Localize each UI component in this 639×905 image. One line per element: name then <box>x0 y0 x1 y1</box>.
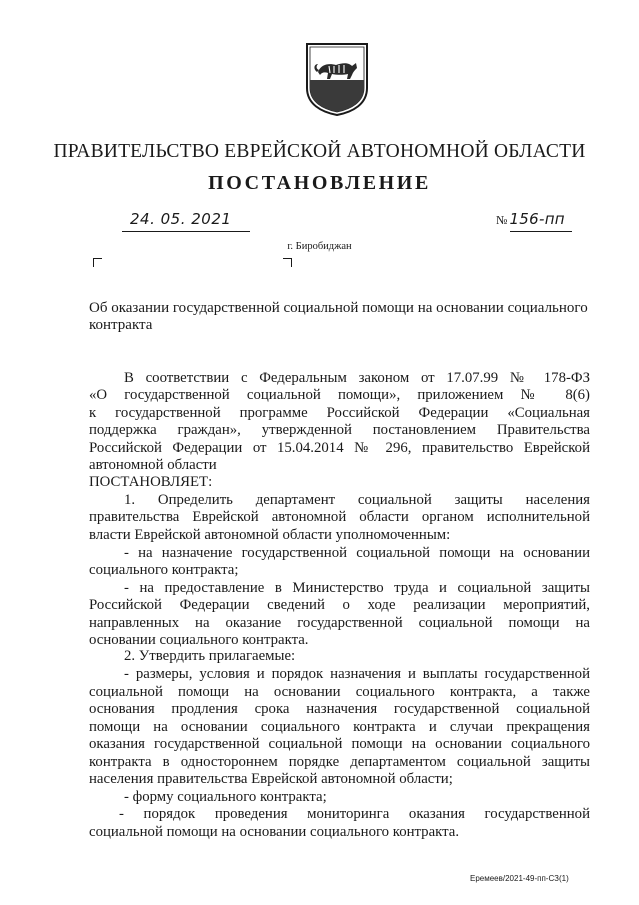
number-underline <box>510 231 572 232</box>
title-bracket-right <box>283 258 292 267</box>
title-bracket-left <box>93 258 102 267</box>
preamble-line: Российской Федерации от 15.04.2014 № 296, правительство Еврейской <box>89 440 590 456</box>
item2-sub3-line: - порядок проведения мониторинга оказания государственной <box>119 806 590 822</box>
preamble-line: к государственной программе Российской Федерации «Социальная <box>89 405 590 421</box>
item1-sub1-line: социального контракта; <box>89 562 239 578</box>
item1-line: правительства Еврейской автономной области органом исполнительной <box>89 509 590 525</box>
date-underline <box>122 231 250 232</box>
document-type: ПОСТАНОВЛЕНИЕ <box>208 172 431 194</box>
coat-of-arms-emblem <box>303 42 371 116</box>
item2-line: 2. Утвердить прилагаемые: <box>124 648 296 664</box>
handwritten-date: 24. 05. 2021 <box>130 210 232 228</box>
item1-sub1-line: - на назначение государственной социальной помощи на основании <box>124 545 590 561</box>
item1-sub2-line: Российской Федерации сведений о ходе реализации мероприятий, <box>89 597 590 613</box>
number-sign: № <box>496 213 508 227</box>
city-name: г. Биробиджан <box>287 241 352 252</box>
preamble-line: «О государственной социальной помощи», приложением № 8(6) <box>89 387 590 403</box>
document-heading <box>89 300 599 334</box>
preamble-line: автономной области <box>89 457 217 473</box>
item1-sub2-line: направленных на оказание государственной социальной помощи на <box>89 615 590 631</box>
item2-sub1-line: населения правительства Еврейской автономной области; <box>89 771 453 787</box>
item1-sub2-line: - на предоставление в Министерство труда и социальной защиты <box>124 580 590 596</box>
item2-sub3-line: социальной помощи на основании социального контракта. <box>89 824 460 840</box>
document-number <box>496 210 565 229</box>
handwritten-number: 156-пп <box>509 210 565 228</box>
item2-sub1-line: оказания государственной социальной помощи на основании социального <box>89 736 590 752</box>
item1-line: 1. Определить департамент социальной защиты населения <box>124 492 590 508</box>
item1-line: власти Еврейской автономной области уполномоченным: <box>89 527 451 543</box>
heading-line: Об оказании государственной социальной помощи на основании социального <box>89 300 588 316</box>
item2-sub1-line: - размеры, условия и порядок назначения и выплаты государственной <box>124 666 590 682</box>
item2-sub1-line: контракта в одностороннем порядке департаментом социальной защиты <box>89 754 590 770</box>
tiger-shield-icon <box>303 42 371 116</box>
item2-sub1-line: основания продления срока назначения государственной социальной <box>89 701 590 717</box>
item1-sub2-line: основании социального контракта. <box>89 632 309 648</box>
resolves-heading: ПОСТАНОВЛЯЕТ: <box>89 474 213 490</box>
item2-sub1-line: помощи на основании социального контракта и случаи прекращения <box>89 719 590 735</box>
preamble-line: В соответствии с Федеральным законом от 17.07.99 № 178-ФЗ <box>124 370 590 386</box>
organization-name: ПРАВИТЕЛЬСТВО ЕВРЕЙСКОЙ АВТОНОМНОЙ ОБЛАСТИ <box>53 141 586 162</box>
heading-line: контракта <box>89 317 153 333</box>
preamble-line: поддержка граждан», утвержденной постановлением Правительства <box>89 422 590 438</box>
document-code: Еремеев/2021-49-пп-СЗ(1) <box>470 874 569 883</box>
item2-sub2-line: - форму социального контракта; <box>124 789 327 805</box>
item2-sub1-line: социальной помощи на основании социального контракта, а также <box>89 684 590 700</box>
